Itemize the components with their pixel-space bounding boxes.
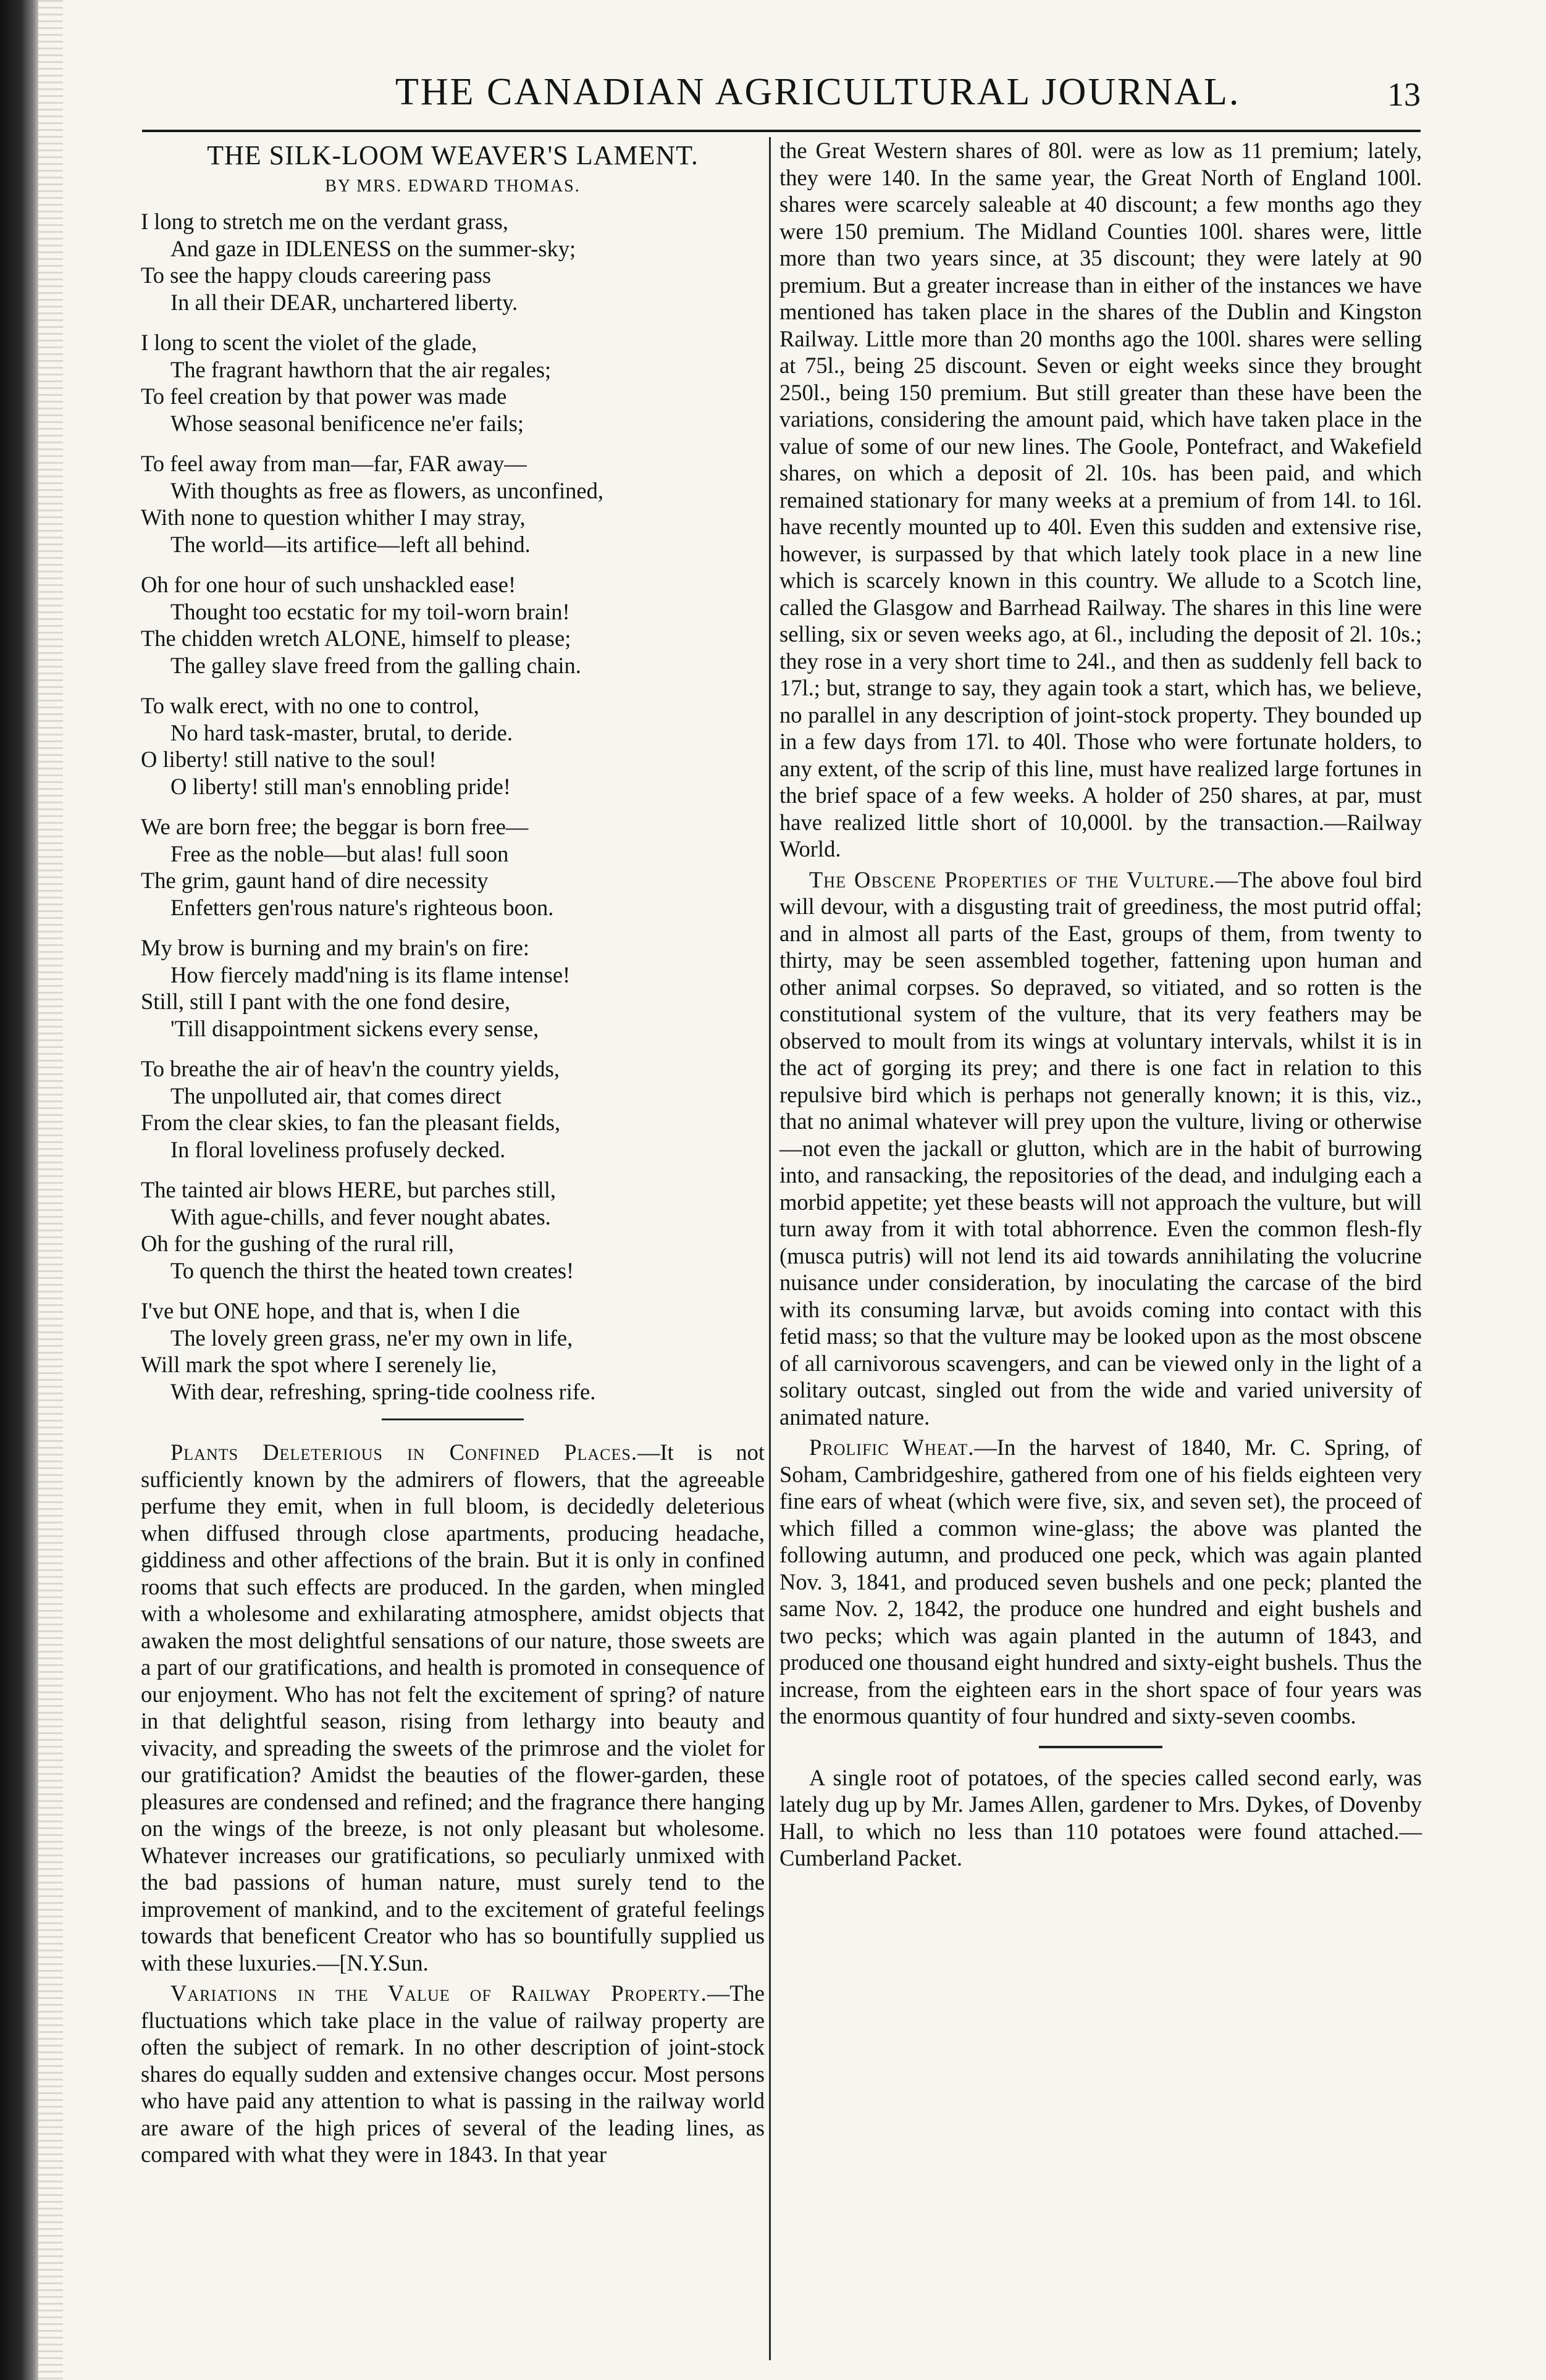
- left-articles: [141, 1439, 765, 2168]
- article-text: —It is not sufficiently known by the admirers of flowers, that the agreeable perfume they emit, when in full bloom, is decidedly deleterious when diffused through close apartments, producing headache, giddiness and other affections of the brain. But it is only in confined rooms that such effects are produced. In the garden, when mingled with a wholesome and exhilarating atmosphere, amidst objects that awaken the most delightful sensations of our nature, those sweets are a part of our gratifications, and health is promoted in consequence of our enjoyment. Who has not felt the excitement of spring? of nature in that delightful season, rising from lethargy into beauty and vivacity, and spreading the sweets of the primrose and the violet for our gratification? Amidst the beauties of the flower-garden, these pleasures are condensed and refined; and the fragrance there hanging on the wings of the breeze, is not only pleasant but wholesome. Whatever increases our gratifications, so peculiarly unmixed with the bad passions of human nature, must surely tend to the improvement of mankind, and to the excitement of grateful feelings towards that beneficent Creator who has so bountifully supplied us with these luxuries.—[N.Y.Sun.: [141, 1439, 765, 1976]
- page-header: [142, 62, 1421, 132]
- poem-line: And gaze in IDLENESS on the summer-sky;: [170, 235, 576, 261]
- poem-line: To walk erect, with no one to control,: [141, 693, 479, 718]
- left-column: [141, 137, 765, 2172]
- article-text: —The fluctuations which take place in the value of railway property are often the subject of remark. In no other description of joint-stock shares do equally sudden and extensive changes occur. Most persons who have paid any attention to what is passing in the railway world are aware of the high prices of several of the leading lines, as compared with what they were in 1843. In that year: [141, 1980, 765, 2167]
- page-number: 13: [1387, 76, 1421, 113]
- poem-line: With none to question whither I may stray,: [141, 505, 526, 530]
- poem-line: The tainted air blows HERE, but parches still,: [141, 1177, 557, 1202]
- article-heading: Prolific Wheat.: [809, 1435, 975, 1460]
- article-text: —The above foul bird will devour, with a disgusting trait of greediness, the most putrid offal; and in almost all parts of the East, groups of them, from twenty to thirty, may be seen assembled together, fattening upon human and other animal corpses. So depraved, so vitiated, and so rotten is the constitutional system of the vulture, that its very feathers may be observed to moult from its wings at voluntary intervals, whilst it is in the act of gorging its prey; and there is one fact in relation to this repulsive bird which is perhaps not generally known; it is this, viz., that no animal whatever will prey upon the vulture, living or otherwise—not even the jackall or glutton, which are in the habit of burrowing into, and ransacking, the repositories of the dead, and indulging each a morbid appetite; yet these beasts will not approach the vulture, but will turn away from it with total abhorrence. Even the common flesh-fly (musca putris) will not lend its aid towards annihilating the volucrine nuisance under consideration, by inoculating the carcase of the bird with its consuming larvæ, but avoids coming into contact with this fetid mass; so that the vulture may be looked upon as the most obscene of all carnivorous scavengers, and can be viewed only in the light of a solitary outcast, singled out from the wide and varied university of animated nature.: [779, 866, 1422, 1430]
- poem-line: Whose seasonal benificence ne'er fails;: [170, 410, 524, 436]
- poem-line: Will mark the spot where I serenely lie,: [141, 1352, 497, 1377]
- poem-stanza: [141, 813, 765, 921]
- article-heading: Plants Deleterious in Confined Places.: [170, 1439, 637, 1465]
- poem-line: With dear, refreshing, spring-tide coolness rife.: [170, 1378, 596, 1404]
- poem-stanza: [141, 329, 765, 437]
- article-paragraph: [779, 1434, 1422, 1730]
- article-paragraph: [779, 137, 1422, 863]
- article-paragraph: [779, 1764, 1422, 1872]
- poem-line: The unpolluted air, that comes direct: [170, 1083, 502, 1108]
- poem-line: The fragrant hawthorn that the air regales;: [170, 356, 552, 382]
- poem-line: The chidden wretch ALONE, himself to please;: [141, 626, 571, 651]
- poem-stanza: [141, 1297, 765, 1405]
- poem-line: I long to stretch me on the verdant grass,: [141, 209, 508, 234]
- poem-line: Enfetters gen'rous nature's righteous boon.: [170, 894, 554, 920]
- poem-line: O liberty! still man's ennobling pride!: [170, 773, 511, 799]
- article-heading: The Obscene Properties of the Vulture.: [809, 866, 1216, 892]
- poem-line: I've but ONE hope, and that is, when I die: [141, 1298, 520, 1323]
- poem-line: We are born free; the beggar is born free—: [141, 814, 529, 839]
- poem-line: My brow is burning and my brain's on fire:: [141, 935, 530, 960]
- poem-line: The lovely green grass, ne'er my own in life,: [170, 1325, 573, 1351]
- article-text: —In the harvest of 1840, Mr. C. Spring, of Soham, Cambridgeshire, gathered from one of his fields eighteen very fine ears of wheat (which were five, six, and seven set), the proceed of which filled a common wine-glass; the above was planted the following autumn, and produced one peck, which was again planted Nov. 3, 1841, and produced seven bushels and one peck; planted the same Nov. 2, 1842, the produce one hundred and eight bushels and two pecks; which was again planted in the autumn of 1843, and produced one thousand eight hundred and sixty-eight bushels. Thus the increase, from the eighteen ears in the short space of four years was the enormous quantity of four hundred and sixty-seven coombs.: [779, 1435, 1422, 1728]
- poem-line: The galley slave freed from the galling chain.: [170, 652, 581, 678]
- poem-line: With thoughts as free as flowers, as unconfined,: [170, 477, 603, 503]
- poem-stanza: [141, 571, 765, 679]
- article-paragraph: [141, 1980, 765, 2168]
- poem-line: O liberty! still native to the soul!: [141, 747, 437, 772]
- poem-line: I long to scent the violet of the glade,: [141, 330, 477, 355]
- section-rule: [1039, 1746, 1162, 1748]
- poem-author: BY MRS. EDWARD THOMAS.: [325, 176, 581, 196]
- poem-line: Oh for the gushing of the rural rill,: [141, 1231, 454, 1256]
- poem-line: Oh for one hour of such unshackled ease!: [141, 572, 516, 597]
- article-paragraph: [141, 1439, 765, 1976]
- poem-line: The world—its artifice—left all behind.: [170, 531, 531, 557]
- poem-line: To breathe the air of heav'n the country yields,: [141, 1056, 560, 1081]
- right-articles: [779, 137, 1422, 1872]
- poem-line: To feel creation by that power was made: [141, 383, 507, 409]
- poem-line: Free as the noble—but alas! full soon: [170, 840, 509, 866]
- poem-line: To see the happy clouds careering pass: [141, 262, 492, 288]
- poem-line: With ague-chills, and fever nought abates.: [170, 1204, 551, 1230]
- poem-line: The grim, gaunt hand of dire necessity: [141, 868, 489, 893]
- poem-title: THE SILK-LOOM WEAVER'S LAMENT.: [207, 140, 699, 170]
- poem-line: No hard task-master, brutal, to deride.: [170, 719, 513, 745]
- poem-stanza: [141, 1055, 765, 1163]
- article-heading: Variations in the Value of Railway Property.: [170, 1980, 707, 2006]
- poem-line: How fiercely madd'ning is its flame intense!: [170, 962, 571, 987]
- poem-line: 'Till disappointment sickens every sense,: [170, 1015, 539, 1041]
- poem-end-rule: [382, 1418, 524, 1420]
- poem-stanza: [141, 1176, 765, 1284]
- poem-stanza: [141, 934, 765, 1042]
- poem-line: In floral loveliness profusely decked.: [170, 1136, 506, 1162]
- poem-line: Thought too ecstatic for my toil-worn brain!: [170, 598, 570, 624]
- article-text: A single root of potatoes, of the species called second early, was lately dug up by Mr. James Allen, gardener to Mrs. Dykes, of Dovenby Hall, to which no less than 110 potatoes were found attached.—Cumberland Packet.: [779, 1764, 1422, 1871]
- poem-line: To quench the thirst the heated town creates!: [170, 1257, 574, 1283]
- poem-line: In all their DEAR, unchartered liberty.: [170, 289, 518, 315]
- poem-stanza: [141, 692, 765, 800]
- page-spine-shadow: [0, 0, 38, 2380]
- poem-line: From the clear skies, to fan the pleasant fields,: [141, 1110, 561, 1135]
- poem-line: Still, still I pant with the one fond desire,: [141, 989, 511, 1014]
- poem-line: To feel away from man—far, FAR away—: [141, 451, 527, 476]
- poem-body: [141, 208, 765, 1405]
- column-divider: [769, 137, 771, 2360]
- poem-stanza: [141, 208, 765, 316]
- poem-stanza: [141, 450, 765, 558]
- article-text: the Great Western shares of 80l. were as low as 11 premium; lately, they were 140. In the same year, the Great North of England 100l. shares were scarcely saleable at 40 discount; a few months ago they were 150 premium. The Midland Counties 100l. shares were, little more than two years since, at 35 discount; they were lately at 90 premium. But a greater increase than in either of the instances we have mentioned has taken place in the shares of the Dublin and Kingston Railway. Little more than 20 months ago the 100l. shares were selling at 75l., being 25 discount. Seven or eight weeks since they brought 250l., being 150 premium. But still greater than these have been the variations, considering the amount paid, which have taken place in the value of some of our new lines. The Goole, Pontefract, and Wakefield shares, on which a deposit of 2l. 10s. has been paid, and which remained stationary for many weeks at a premium of from 14l. to 16l. have recently mounted up to 40l. Even this sudden and extensive rise, however, is surpassed by that which lately took place in a new line which is scarcely known in this country. We allude to a Scotch line, called the Glasgow and Barrhead Railway. The shares in this line were selling, six or seven weeks ago, at 6l., including the deposit of 2l. 10s.; they rose in a very short time to 24l., and then as suddenly fell back to 17l.; but, strange to say, they again took a start, which has, we believe, no parallel in any description of joint-stock property. They bounded up in a few days from 17l. to 40l. Those who were fortunate holders, to any extent, of the scrip of this line, must have realized large fortunes in the brief space of a few weeks. A holder of 250 shares, at par, must have realized little short of 10,000l. by the transaction.—Railway World.: [779, 138, 1422, 861]
- page-spine-texture: [38, 0, 63, 2380]
- running-head: THE CANADIAN AGRICULTURAL JOURNAL.: [395, 71, 1241, 113]
- article-paragraph: [779, 866, 1422, 1431]
- right-column: [779, 137, 1422, 1875]
